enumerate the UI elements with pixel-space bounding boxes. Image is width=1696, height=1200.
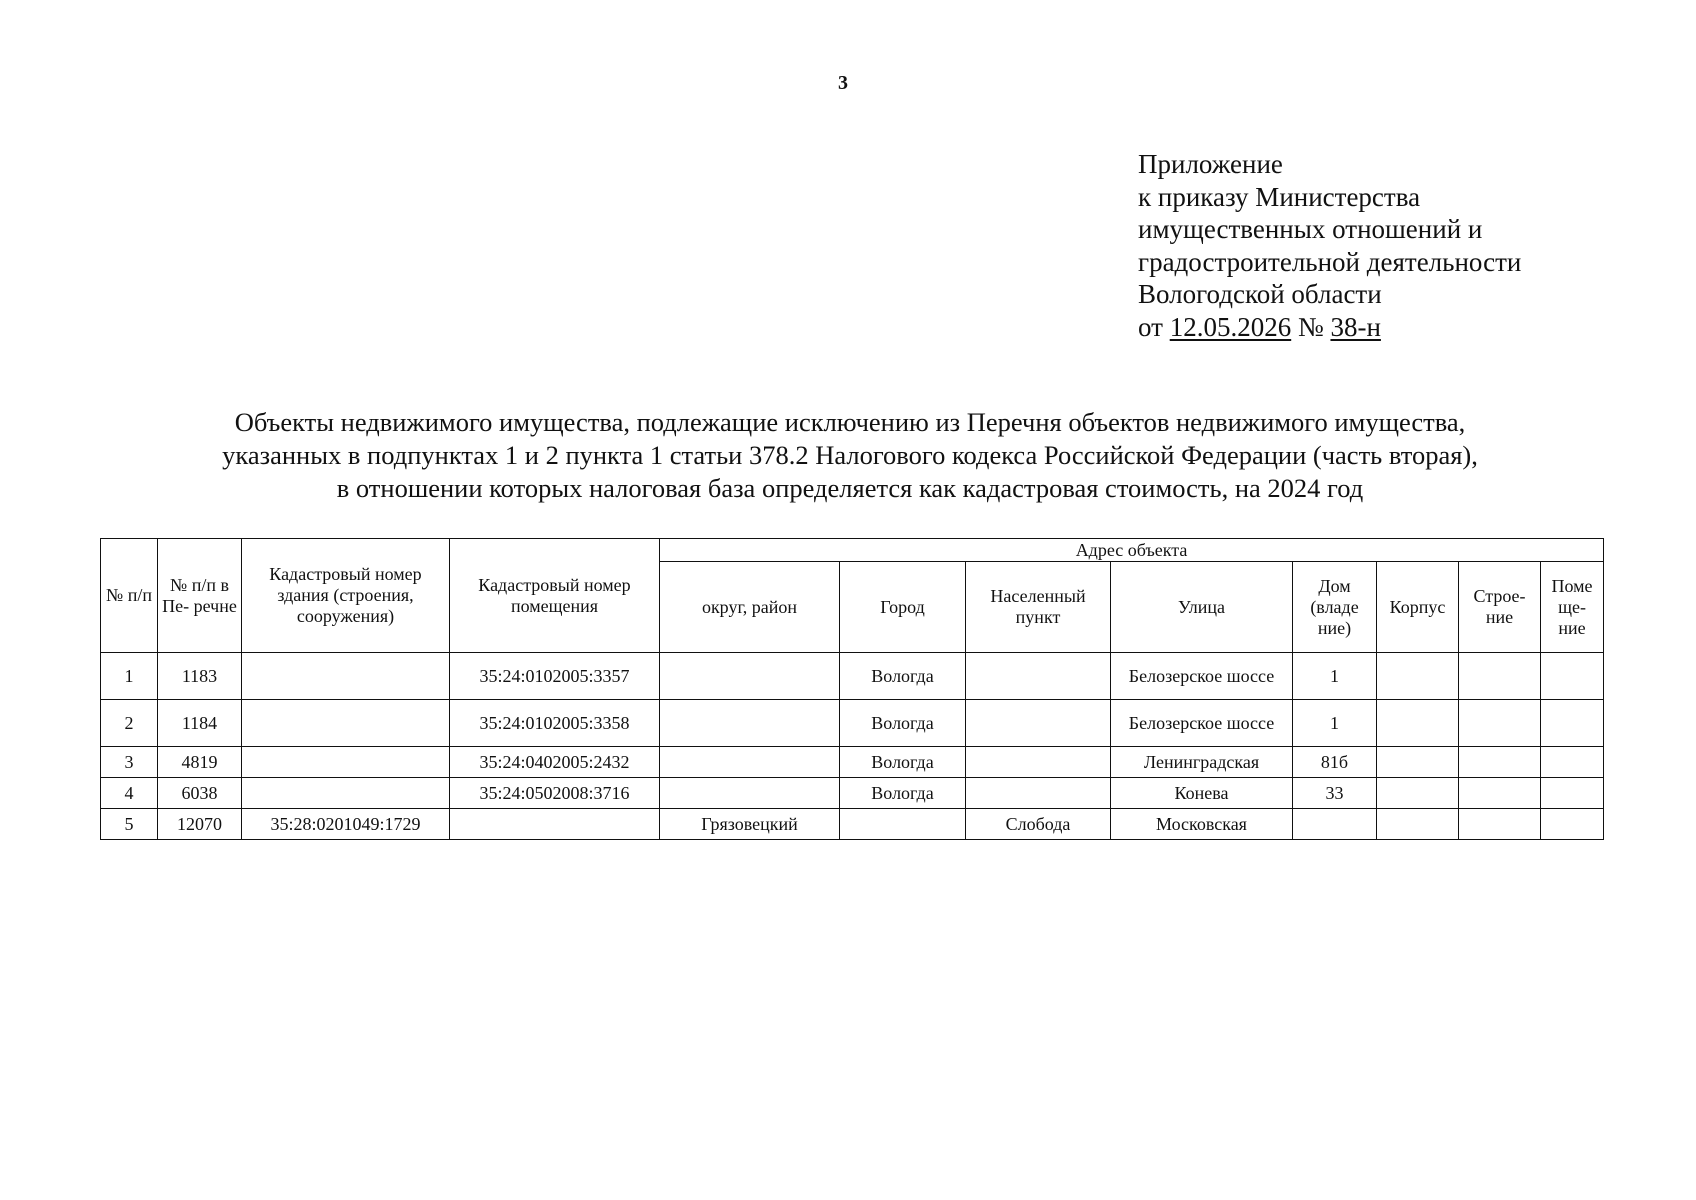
document-title: [100, 406, 1600, 505]
cell-list-num: 1183: [158, 653, 242, 700]
cell-structure: [1459, 778, 1541, 809]
order-number: 38-н: [1330, 311, 1381, 342]
title-line-1: Объекты недвижимого имущества, подлежащие исключению из Перечня объектов недвижимого имущества,: [234, 407, 1466, 437]
cell-city: Вологда: [840, 778, 966, 809]
cell-block: [1377, 809, 1459, 840]
cell-city: Вологда: [840, 700, 966, 747]
cell-district: [660, 653, 840, 700]
cell-num: 5: [101, 809, 158, 840]
cell-premise: 35:24:0102005:3357: [450, 653, 660, 700]
cell-room: [1541, 747, 1604, 778]
cell-district: [660, 747, 840, 778]
header-structure: Строе- ние: [1459, 562, 1541, 653]
cell-city: Вологда: [840, 747, 966, 778]
cell-locality: [966, 747, 1111, 778]
header-district: округ, район: [660, 562, 840, 653]
cell-structure: [1459, 809, 1541, 840]
cell-house: 1: [1293, 700, 1377, 747]
objects-table: [100, 538, 1604, 840]
title-line-2: указанных в подпунктах 1 и 2 пункта 1 статьи 378.2 Налогового кодекса Российской Федерации (часть вторая),: [222, 440, 1478, 470]
cell-building: [242, 747, 450, 778]
appendix-block: [1138, 148, 1658, 343]
header-house: Дом (владе ние): [1293, 562, 1377, 653]
cell-block: [1377, 778, 1459, 809]
cell-street: Ленинградская: [1111, 747, 1293, 778]
cell-house: 1: [1293, 653, 1377, 700]
cell-district: Грязовецкий: [660, 809, 840, 840]
appendix-line-4: градостроительной деятельности: [1138, 246, 1522, 277]
cell-list-num: 12070: [158, 809, 242, 840]
cell-num: 3: [101, 747, 158, 778]
table-row: [101, 809, 1604, 840]
cell-street: Белозерское шоссе: [1111, 653, 1293, 700]
header-list-num: № п/п в Пе- речне: [158, 539, 242, 653]
cell-house: [1293, 809, 1377, 840]
table-row: [101, 747, 1604, 778]
header-city: Город: [840, 562, 966, 653]
header-num: № п/п: [101, 539, 158, 653]
header-row-top: [101, 539, 1604, 562]
appendix-line-1: Приложение: [1138, 149, 1283, 179]
page-number: 3: [838, 72, 848, 94]
cell-building: [242, 653, 450, 700]
appendix-order-line: [1138, 311, 1658, 344]
table-row: [101, 653, 1604, 700]
cell-district: [660, 700, 840, 747]
cell-locality: Слобода: [966, 809, 1111, 840]
cell-list-num: 6038: [158, 778, 242, 809]
header-block: Корпус: [1377, 562, 1459, 653]
cell-premise: [450, 809, 660, 840]
cell-building: [242, 778, 450, 809]
cell-premise: 35:24:0102005:3358: [450, 700, 660, 747]
cell-structure: [1459, 700, 1541, 747]
table-row: [101, 778, 1604, 809]
cell-room: [1541, 809, 1604, 840]
cell-num: 2: [101, 700, 158, 747]
header-street: Улица: [1111, 562, 1293, 653]
cell-city: Вологда: [840, 653, 966, 700]
cell-street: Московская: [1111, 809, 1293, 840]
cell-premise: 35:24:0402005:2432: [450, 747, 660, 778]
cell-locality: [966, 653, 1111, 700]
header-locality: Населенный пункт: [966, 562, 1111, 653]
cell-room: [1541, 653, 1604, 700]
cell-list-num: 4819: [158, 747, 242, 778]
order-date: 12.05.2026: [1169, 311, 1292, 342]
date-prefix: от: [1138, 311, 1163, 342]
cell-num: 1: [101, 653, 158, 700]
header-premise-cadastral: Кадастровый номер помещения: [450, 539, 660, 653]
cell-building: [242, 700, 450, 747]
cell-structure: [1459, 747, 1541, 778]
number-prefix: №: [1297, 311, 1324, 342]
appendix-line-3: имущественных отношений и: [1138, 214, 1483, 244]
cell-block: [1377, 653, 1459, 700]
header-address-group: Адрес объекта: [660, 539, 1604, 562]
cell-room: [1541, 778, 1604, 809]
cell-room: [1541, 700, 1604, 747]
title-line-3: в отношении которых налоговая база определяется как кадастровая стоимость, на 2024 год: [336, 473, 1364, 503]
cell-block: [1377, 747, 1459, 778]
appendix-line-2: к приказу Министерства: [1138, 181, 1421, 212]
header-building-cadastral: Кадастровый номер здания (строения, сооружения): [242, 539, 450, 653]
cell-num: 4: [101, 778, 158, 809]
appendix-line-5: Вологодской области: [1138, 279, 1382, 309]
cell-city: [840, 809, 966, 840]
cell-locality: [966, 700, 1111, 747]
cell-street: Конева: [1111, 778, 1293, 809]
cell-house: 81б: [1293, 747, 1377, 778]
cell-premise: 35:24:0502008:3716: [450, 778, 660, 809]
cell-district: [660, 778, 840, 809]
cell-list-num: 1184: [158, 700, 242, 747]
table-row: [101, 700, 1604, 747]
cell-house: 33: [1293, 778, 1377, 809]
cell-block: [1377, 700, 1459, 747]
cell-building: 35:28:0201049:1729: [242, 809, 450, 840]
header-room: Поме ще- ние: [1541, 562, 1604, 653]
cell-street: Белозерское шоссе: [1111, 700, 1293, 747]
cell-locality: [966, 778, 1111, 809]
cell-structure: [1459, 653, 1541, 700]
